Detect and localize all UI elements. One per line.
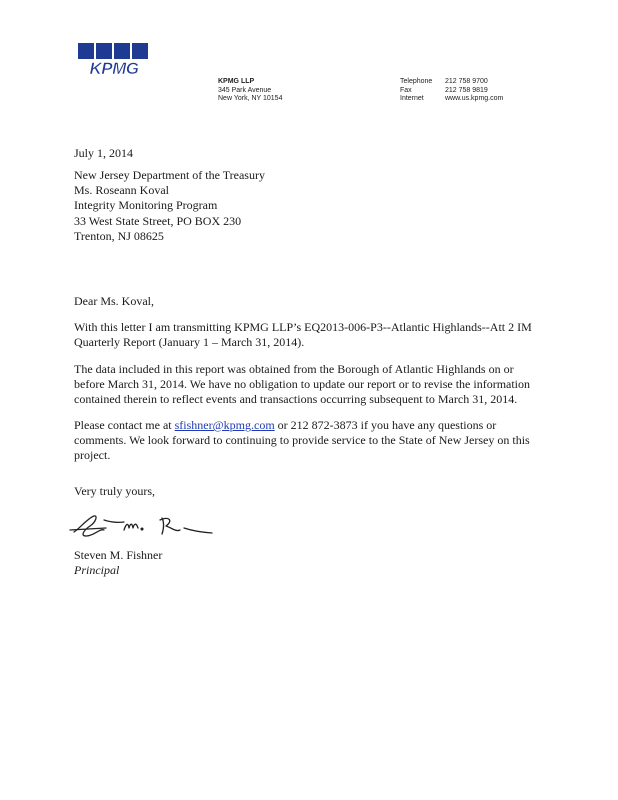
contact-suffix: or 212 872-3873 if you have any questions or [274, 418, 497, 432]
fax-label: Fax [400, 86, 412, 94]
signer-title: Principal [74, 563, 120, 577]
recipient-line: 33 West State Street, PO BOX 230 [74, 213, 242, 228]
letter-date: July 1, 2014 [74, 146, 134, 160]
paragraph-contact [74, 418, 530, 464]
recipient-line: Ms. Roseann Koval [74, 183, 169, 198]
paragraph-line: comments. We look forward to continuing to provide service to the State of New Jersey on this [74, 433, 530, 448]
email-link[interactable]: sfishner@kpmg.com [174, 418, 275, 432]
letterhead-address [218, 78, 282, 104]
paragraph-line [74, 418, 530, 433]
recipient-address [74, 168, 265, 244]
contact-prefix: Please contact me at [74, 418, 175, 432]
svg-text:KPMG: KPMG [89, 59, 139, 77]
letterhead-contact-values [445, 78, 503, 104]
address-line-1: 345 Park Avenue [218, 86, 272, 94]
letterhead-contact-labels [400, 78, 432, 104]
paragraph-line: project. [74, 448, 111, 463]
paragraph-transmittal [74, 320, 532, 350]
paragraph-line: contained therein to reflect events and transactions occurring subsequent to March 31, 2014. [74, 392, 518, 407]
paragraph-line: Quarterly Report (January 1 – March 31, 2014). [74, 335, 305, 350]
signature [66, 506, 236, 546]
internet-value: www.us.kpmg.com [445, 95, 504, 103]
salutation: Dear Ms. Koval, [74, 294, 154, 308]
paragraph-line: before March 31, 2014. We have no obligation to update our report or to revise the information [74, 377, 531, 392]
recipient-line: New Jersey Department of the Treasury [74, 168, 265, 182]
signer-name: Steven M. Fishner [74, 548, 163, 562]
company-name: KPMG LLP [218, 78, 255, 85]
fax-value: 212 758 9819 [445, 86, 488, 94]
closing: Very truly yours, [74, 484, 155, 498]
telephone-value: 212 758 9700 [445, 78, 488, 85]
internet-label: Internet [400, 95, 424, 103]
telephone-label: Telephone [400, 78, 433, 85]
paragraph-data-source [74, 362, 530, 408]
paragraph-line: With this letter I am transmitting KPMG LLP’s EQ2013-006-P3--Atlantic Highlands--Att 2 IM [74, 320, 532, 334]
address-line-2: New York, NY 10154 [218, 95, 283, 103]
kpmg-logo [74, 43, 154, 77]
recipient-line: Trenton, NJ 08625 [74, 228, 164, 243]
paragraph-line: The data included in this report was obtained from the Borough of Atlantic Highlands on or [74, 362, 514, 376]
recipient-line: Integrity Monitoring Program [74, 198, 218, 213]
